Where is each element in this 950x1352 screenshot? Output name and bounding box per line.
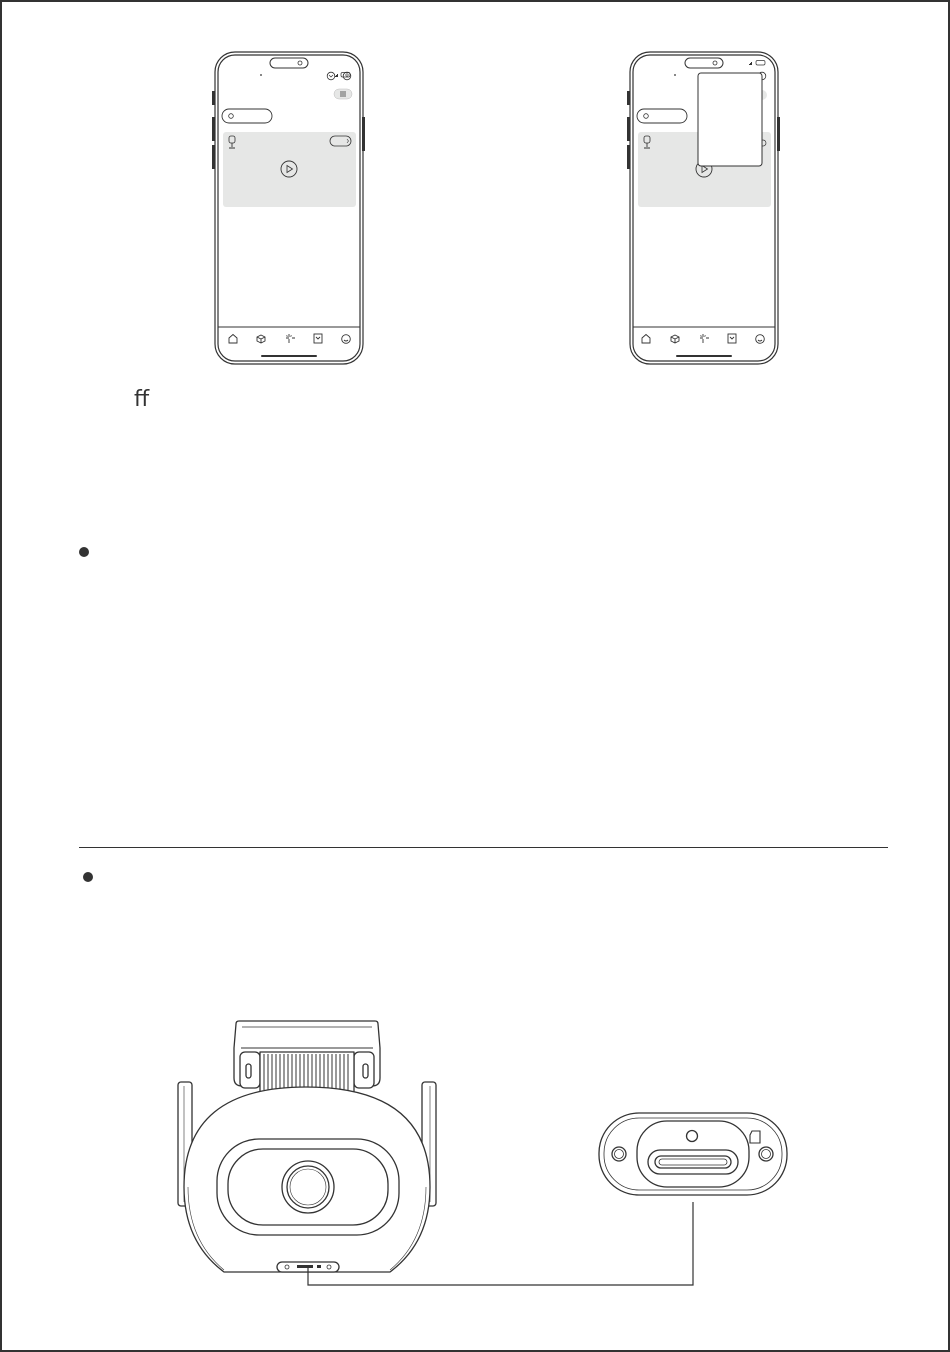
home-icon[interactable] <box>642 335 650 344</box>
popup-menu-panel[interactable] <box>698 73 762 166</box>
tab-bar[interactable] <box>229 334 350 343</box>
status-bar <box>260 73 350 78</box>
home-indicator <box>676 355 732 357</box>
section-divider <box>79 847 888 848</box>
menu-button[interactable] <box>334 89 352 99</box>
phone-mockup-left <box>207 47 372 369</box>
bullet-point-1 <box>79 547 89 557</box>
cube-icon[interactable] <box>257 335 265 343</box>
usb-port-closeup-illustration <box>592 1107 792 1202</box>
sparkle-icon[interactable] <box>286 334 295 343</box>
inbox-icon[interactable] <box>728 334 736 343</box>
ligature-glyph-text: ff <box>134 387 150 412</box>
smile-icon[interactable] <box>342 335 351 344</box>
cube-icon[interactable] <box>671 335 679 343</box>
bullet-point-2 <box>83 872 93 882</box>
callout-connector-line <box>302 1197 702 1292</box>
phone-mockup-right <box>622 47 787 369</box>
camera-live-card[interactable] <box>223 132 356 207</box>
search-bar[interactable] <box>637 109 687 123</box>
inbox-icon[interactable] <box>314 334 322 343</box>
tab-bar[interactable] <box>642 334 764 343</box>
dynamic-island <box>685 58 723 68</box>
smile-icon[interactable] <box>756 335 765 344</box>
home-icon[interactable] <box>229 335 237 344</box>
home-indicator <box>261 355 317 357</box>
dynamic-island <box>270 58 308 68</box>
search-bar[interactable] <box>222 109 272 123</box>
header-icons[interactable] <box>327 72 351 80</box>
sparkle-icon[interactable] <box>700 334 709 343</box>
